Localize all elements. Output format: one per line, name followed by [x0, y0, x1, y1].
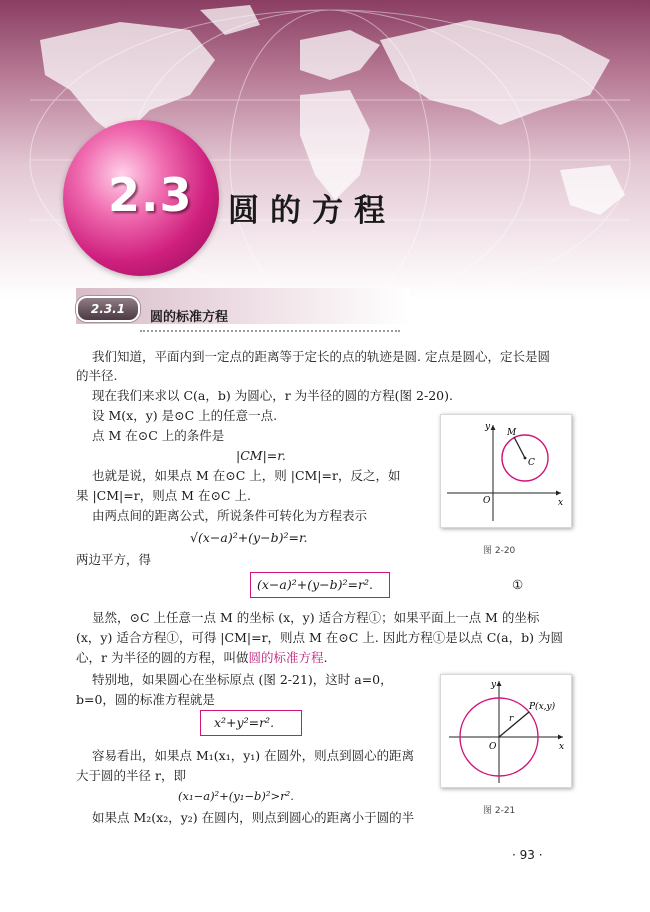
para-5-line-1: 也就是说，如果点 M 在⊙C 上，则 |CM|=r，反之，如 — [92, 468, 401, 483]
para-8-line-2: (x，y) 适合方程①，可得 |CM|=r，则点 M 在⊙C 上. 因此方程①是以点 C(a，b) 为圆 — [76, 630, 563, 645]
para-8-text: 心，r 为半径的圆的方程，叫做 — [76, 650, 249, 665]
para-1-line-1: 我们知道，平面内到一定点的距离等于定长的点的轨迹是圆. 定点是圆心，定长是圆 — [92, 349, 550, 364]
para-9-line-2: b=0，圆的标准方程就是 — [76, 692, 215, 707]
fig2-origin-label: O — [489, 742, 497, 752]
fig2-x-label: x — [559, 742, 565, 752]
chapter-number: 2.3 — [108, 168, 193, 222]
para-10-line-1: 容易看出，如果点 M₁(x₁，y₁) 在圆外，则点到圆心的距离 — [92, 748, 415, 763]
section-title: 圆的标准方程 — [150, 310, 229, 325]
para-11: 如果点 M₂(x₂，y₂) 在圆内，则点到圆心的距离小于圆的半 — [92, 810, 415, 825]
section-divider — [140, 330, 400, 332]
page-number: · 93 · — [512, 848, 543, 862]
standard-equation: (x−a)²+(y−b)²=r². — [257, 577, 373, 592]
section-number: 2.3.1 — [76, 296, 140, 322]
figure-2-21-diagram — [441, 675, 571, 787]
para-5-line-2: 果 |CM|=r，则点 M 在⊙C 上. — [76, 488, 251, 503]
para-8-end: . — [323, 650, 328, 665]
fig1-c-label: C — [528, 458, 535, 468]
para-10-line-2: 大于圆的半径 r，即 — [76, 768, 186, 783]
figure-2-21 — [440, 674, 572, 788]
para-2: 现在我们来求以 C(a，b) 为圆心，r 为半径的圆的方程(图 2-20). — [92, 388, 453, 403]
chapter-title: 圆的方程 — [228, 193, 396, 229]
para-4: 点 M 在⊙C 上的条件是 — [92, 428, 225, 443]
fig1-y-label: y — [485, 422, 491, 432]
fig1-origin-label: O — [483, 496, 491, 506]
fig1-x-label: x — [558, 498, 564, 508]
fig1-m-label: M — [507, 428, 517, 438]
para-6: 由两点间的距离公式，所说条件可转化为方程表示 — [92, 508, 368, 523]
figure-2-20-caption: 图 2-20 — [483, 546, 516, 556]
equation-distance: √(x−a)²+(y−b)²=r. — [190, 530, 308, 545]
figure-2-20 — [440, 414, 572, 528]
outside-inequality: (x₁−a)²+(y₁−b)²>r². — [178, 789, 294, 803]
para-8-line-3 — [76, 650, 327, 666]
para-1-line-2: 的半径. — [76, 368, 118, 383]
para-7: 两边平方，得 — [76, 552, 152, 567]
fig2-y-label: y — [491, 680, 497, 690]
origin-equation: x²+y²=r². — [214, 715, 275, 730]
figure-2-20-diagram — [441, 415, 571, 527]
equation-marker: ① — [512, 577, 524, 592]
fig2-r-label: r — [509, 714, 514, 724]
figure-2-21-caption: 图 2-21 — [483, 806, 516, 816]
para-3: 设 M(x，y) 是⊙C 上的任意一点. — [92, 408, 278, 423]
term-standard-equation: 圆的标准方程 — [248, 650, 324, 665]
fig2-p-label: P(x,y) — [529, 702, 556, 712]
para-8-line-1: 显然，⊙C 上任意一点 M 的坐标 (x，y) 适合方程①；如果平面上一点 M 的坐标 — [92, 610, 540, 625]
equation-cm: |CM|=r. — [236, 448, 286, 463]
para-9-line-1: 特别地，如果圆心在坐标原点 (图 2-21)，这时 a=0， — [92, 672, 393, 687]
